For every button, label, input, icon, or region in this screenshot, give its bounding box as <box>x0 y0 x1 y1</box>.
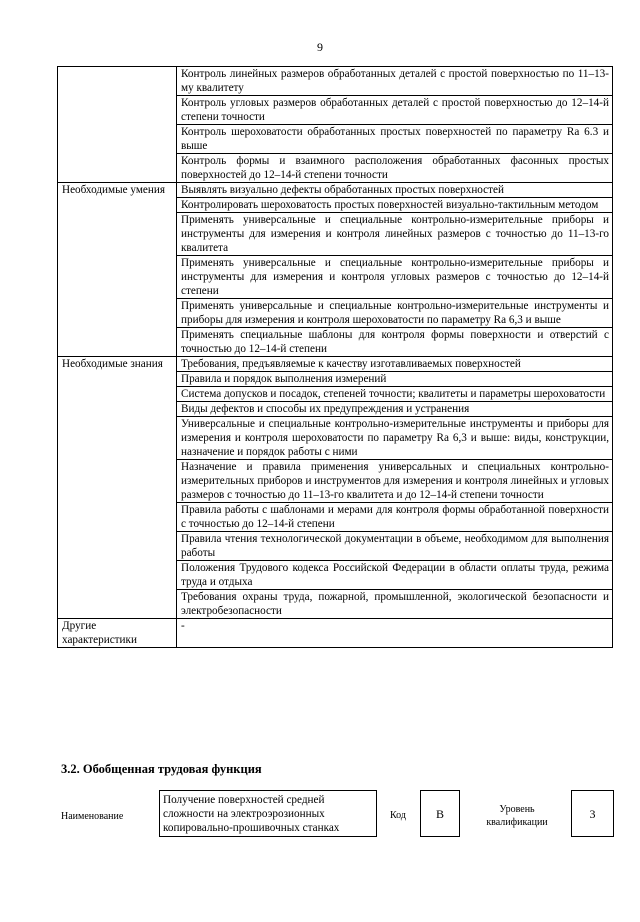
table-cell: Контролировать шероховатость простых поверхностей визуально-тактильным методом <box>177 198 613 213</box>
qualification-level-box: 3 <box>571 790 614 837</box>
table-cell: Применять универсальные и специальные контрольно-измерительные приборы и инструменты для измерения и контроля линейных размеров с точностью до 11–13-го квалитета <box>177 213 613 256</box>
table-row <box>58 619 613 648</box>
qualification-level-label: Уровень квалификации <box>486 804 548 828</box>
labor-function-table <box>57 66 613 648</box>
table-cell: Контроль угловых размеров обработанных деталей с простой поверхностью до 12–14-й степени точности <box>177 96 613 125</box>
code-label: Код <box>390 810 406 821</box>
row-label-cell <box>58 67 177 183</box>
table-cell: Выявлять визуально дефекты обработанных простых поверхностей <box>177 183 613 198</box>
table-cell: Виды дефектов и способы их предупреждения и устранения <box>177 402 613 417</box>
row-label-knowledge: Необходимые знания <box>58 357 177 619</box>
table-cell: Применять специальные шаблоны для контроля формы поверхности и отверстий с точностью до 12–14-й степени <box>177 328 613 357</box>
table-cell: Положения Трудового кодекса Российской Федерации в области оплаты труда, режима труда и отдыха <box>177 561 613 590</box>
table-cell: Применять универсальные и специальные контрольно-измерительные приборы и инструменты для измерения и контроля угловых размеров с точностью до 12–14-й степени <box>177 256 613 299</box>
table-cell: Система допусков и посадок, степеней точности; квалитеты и параметры шероховатости <box>177 387 613 402</box>
table-cell: Универсальные и специальные контрольно-измерительные инструменты и приборы для измерения и контроля шероховатости по параметру Ra 6,3 и выше: виды, конструкции, назначение и порядок работы с ними <box>177 417 613 460</box>
table-cell: - <box>177 619 613 648</box>
row-label-other: Другие характеристики <box>58 619 177 648</box>
name-label: Наименование <box>61 811 124 822</box>
table-cell: Правила чтения технологической документации в объеме, необходимом для выполнения работы <box>177 532 613 561</box>
code-value-box: B <box>420 790 460 837</box>
table-row <box>58 183 613 198</box>
page-number: 9 <box>317 40 323 54</box>
table-cell: Контроль линейных размеров обработанных деталей с простой поверхностью по 11–13-му квалитету <box>177 67 613 96</box>
row-label-skills: Необходимые умения <box>58 183 177 357</box>
generalized-function-row <box>0 790 640 850</box>
section-heading: 3.2. Обобщенная трудовая функция <box>61 762 262 776</box>
table-row <box>58 357 613 372</box>
name-value-box: Получение поверхностей средней сложности на электроэрозионных копировально-прошивочных станках <box>159 790 377 837</box>
table-cell: Правила работы с шаблонами и мерами для контроля формы обработанной поверхности с точностью до 12–14-й степени <box>177 503 613 532</box>
table-cell: Требования охраны труда, пожарной, промышленной, экологической безопасности и электробезопасности <box>177 590 613 619</box>
table-cell: Применять универсальные и специальные контрольно-измерительные инструменты и приборы для измерения и контроля шероховатости по параметру Ra 6,3 и выше <box>177 299 613 328</box>
table-cell: Назначение и правила применения универсальных и специальных контрольно-измерительных приборов и инструментов для измерения и контроля линейных и угловых размеров с точностью до 11–13-го квалитета и до 12–14-й степени точности <box>177 460 613 503</box>
table-row <box>58 67 613 96</box>
table-cell: Требования, предъявляемые к качеству изготавливаемых поверхностей <box>177 357 613 372</box>
table-cell: Контроль шероховатости обработанных простых поверхностей по параметру Ra 6.3 и выше <box>177 125 613 154</box>
table-cell: Правила и порядок выполнения измерений <box>177 372 613 387</box>
table-cell: Контроль формы и взаимного расположения обработанных фасонных простых поверхностей до 12–14-й степени точности <box>177 154 613 183</box>
